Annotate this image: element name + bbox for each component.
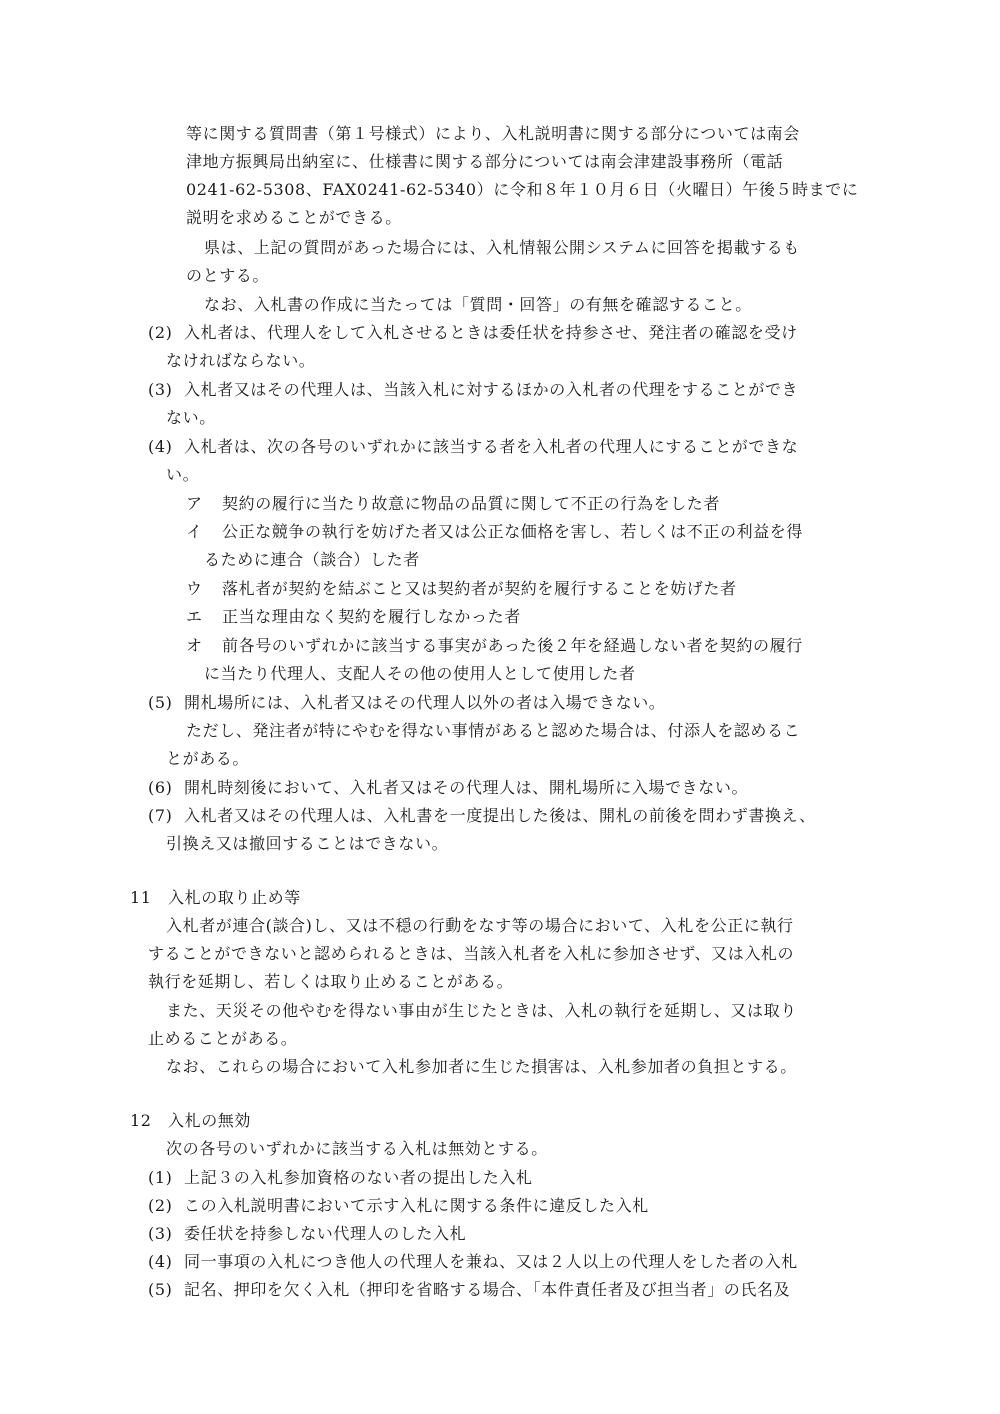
sub-item-marker: イ bbox=[186, 522, 203, 541]
item-text: 入札者又はその代理人は、当該入札に対するほかの入札者の代理をすることができ bbox=[184, 380, 799, 399]
section-title: 入札の取り止め等 bbox=[168, 888, 301, 907]
paragraph-line: 津地方振興局出納室に、仕様書に関する部分については南会津建設事務所（電話 bbox=[186, 152, 784, 171]
section-number: 11 bbox=[130, 888, 152, 907]
paragraph-line: なお、入札書の作成に当たっては「質問・回答」の有無を確認すること。 bbox=[204, 295, 752, 314]
paragraph-line: 説明を求めることができる。 bbox=[186, 208, 402, 227]
list-item-4 bbox=[148, 1252, 798, 1272]
paragraph-line: 等に関する質問書（第１号様式）により、入札説明書に関する部分については南会 bbox=[186, 124, 800, 143]
item-number: (6) bbox=[148, 778, 173, 797]
item-text: 記名、押印を欠く入札（押印を省略する場合、「本件責任者及び担当者」の氏名及 bbox=[184, 1280, 791, 1299]
item-number: (3) bbox=[148, 1224, 173, 1243]
list-item-1 bbox=[148, 1168, 533, 1188]
paragraph-line: なお、これらの場合において入札参加者に生じた損害は、入札参加者の負担とする。 bbox=[166, 1057, 797, 1076]
list-item-2 bbox=[148, 1196, 649, 1216]
item-text: 同一事項の入札につき他人の代理人を兼ね、又は２人以上の代理人をした者の入札 bbox=[184, 1252, 798, 1271]
paragraph-line: のとする。 bbox=[186, 266, 270, 285]
paragraph-line: い。 bbox=[166, 465, 200, 484]
sub-item-marker: エ bbox=[186, 607, 203, 626]
list-item-2 bbox=[148, 323, 798, 343]
sub-item-text: 公正な競争の執行を妨げた者又は公正な価格を害し、若しくは不正の利益を得 bbox=[222, 522, 804, 541]
item-text: 入札者又はその代理人は、入札書を一度提出した後は、開札の前後を問わず書換え、 bbox=[184, 806, 816, 825]
list-item-6 bbox=[148, 778, 748, 798]
item-number: (5) bbox=[148, 1280, 173, 1299]
item-text: 委任状を持参しない代理人のした入札 bbox=[184, 1224, 467, 1243]
section-12-heading bbox=[130, 1111, 251, 1131]
sub-item-text: 正当な理由なく契約を履行しなかった者 bbox=[222, 607, 521, 626]
item-text: 上記３の入札参加資格のない者の提出した入札 bbox=[184, 1168, 533, 1187]
sub-item-marker: ア bbox=[186, 494, 203, 513]
paragraph-line: 次の各号のいずれかに該当する入札は無効とする。 bbox=[166, 1139, 548, 1158]
sub-item-a bbox=[186, 494, 720, 514]
item-text: 入札者は、次の各号のいずれかに該当する者を入札者の代理人にすることができな bbox=[184, 437, 799, 456]
paragraph-line: なければならない。 bbox=[166, 351, 316, 370]
paragraph-line: ただし、発注者が特にやむを得ない事情があると認めた場合は、付添人を認めるこ bbox=[186, 721, 801, 740]
item-text: 開札場所には、入札者又はその代理人以外の者は入場できない。 bbox=[184, 693, 666, 712]
item-number: (2) bbox=[148, 1196, 173, 1215]
item-number: (1) bbox=[148, 1168, 173, 1187]
paragraph-line: に当たり代理人、支配人その他の使用人として使用した者 bbox=[204, 664, 636, 683]
list-item-5 bbox=[148, 1280, 790, 1300]
paragraph-line: することができないと認められるときは、当該入札者を入札に参加させず、又は入札の bbox=[148, 944, 795, 963]
sub-item-o bbox=[186, 636, 803, 656]
paragraph-line: また、天災その他やむを得ない事由が生じたときは、入札の執行を延期し、又は取り bbox=[166, 1001, 797, 1020]
paragraph-line: ない。 bbox=[166, 408, 216, 427]
list-item-4 bbox=[148, 437, 798, 457]
sub-item-u bbox=[186, 579, 737, 599]
sub-item-marker: オ bbox=[186, 636, 203, 655]
list-item-7 bbox=[148, 806, 816, 826]
sub-item-i bbox=[186, 522, 803, 542]
item-number: (3) bbox=[148, 380, 173, 399]
item-number: (4) bbox=[148, 437, 173, 456]
item-number: (5) bbox=[148, 693, 173, 712]
sub-item-text: 契約の履行に当たり故意に物品の品質に関して不正の行為をした者 bbox=[222, 494, 721, 513]
paragraph-line: 執行を延期し、若しくは取り止めることがある。 bbox=[148, 972, 514, 991]
sub-item-text: 前各号のいずれかに該当する事実があった後２年を経過しない者を契約の履行 bbox=[222, 636, 803, 655]
item-text: 開札時刻後において、入札者又はその代理人は、開札場所に入場できない。 bbox=[184, 778, 749, 797]
section-11-heading bbox=[130, 888, 301, 908]
item-number: (7) bbox=[148, 806, 173, 825]
list-item-3 bbox=[148, 380, 798, 400]
list-item-3 bbox=[148, 1224, 466, 1244]
item-text: 入札者は、代理人をして入札させるときは委任状を持参させ、発注者の確認を受け bbox=[184, 323, 798, 342]
paragraph-line: るために連合（談合）した者 bbox=[204, 550, 420, 569]
list-item-5 bbox=[148, 693, 665, 713]
paragraph-line: 入札者が連合(談合)し、又は不穏の行動をなす等の場合において、入札を公正に執行 bbox=[166, 916, 794, 935]
paragraph-line: 引換え又は撤回することはできない。 bbox=[166, 834, 449, 853]
item-number: (4) bbox=[148, 1252, 173, 1271]
paragraph-line: 0241-62-5308、FAX0241-62-5340）に令和８年１０月６日（火曜日）午後５時までに bbox=[186, 180, 859, 199]
paragraph-line: 県は、上記の質問があった場合には、入札情報公開システムに回答を掲載するも bbox=[204, 238, 800, 257]
sub-item-marker: ウ bbox=[186, 579, 203, 598]
sub-item-text: 落札者が契約を結ぶこと又は契約者が契約を履行することを妨げた者 bbox=[222, 579, 737, 598]
section-number: 12 bbox=[130, 1111, 152, 1130]
section-title: 入札の無効 bbox=[168, 1111, 252, 1130]
sub-item-e bbox=[186, 607, 521, 627]
paragraph-line: 止めることがある。 bbox=[148, 1029, 298, 1048]
item-number: (2) bbox=[148, 323, 173, 342]
paragraph-line: とがある。 bbox=[166, 749, 250, 768]
item-text: この入札説明書において示す入札に関する条件に違反した入札 bbox=[184, 1196, 649, 1215]
